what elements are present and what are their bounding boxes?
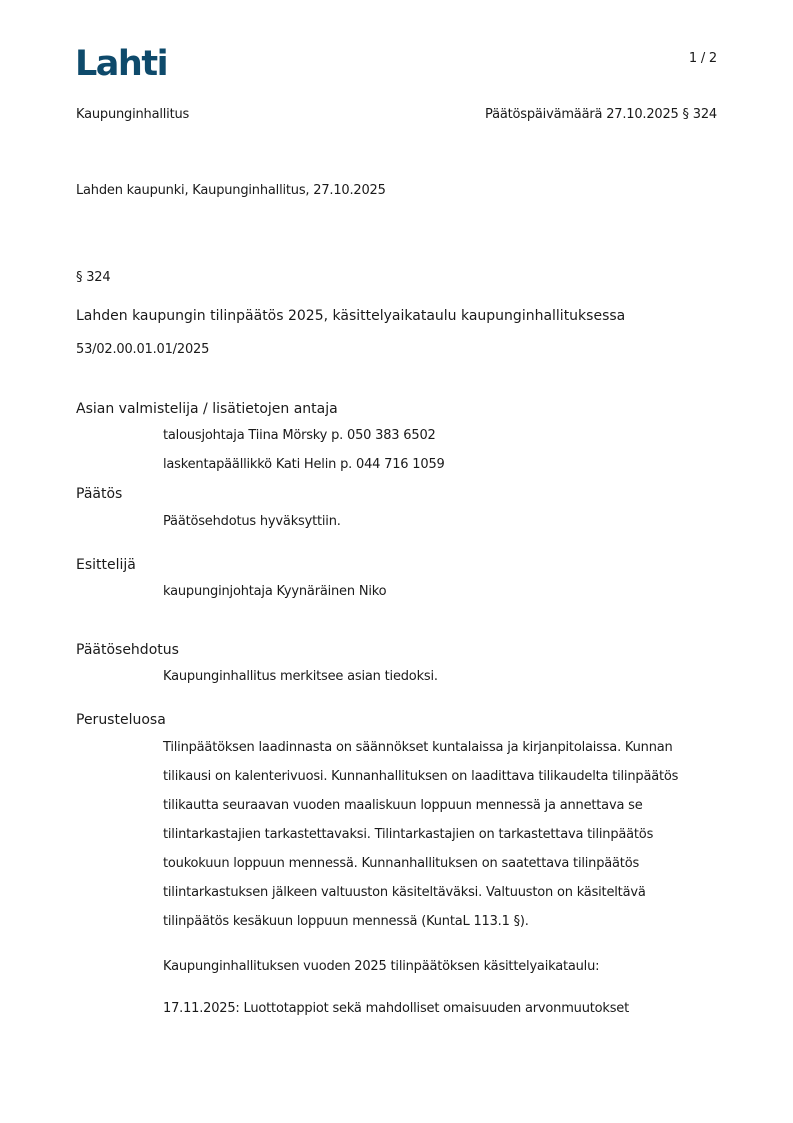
presenter-heading: Esittelijä xyxy=(76,557,136,573)
proposal-text: Kaupunginhallitus merkitsee asian tiedoksi. xyxy=(163,669,438,684)
page-number: 1 / 2 xyxy=(688,51,717,66)
body-name: Kaupunginhallitus xyxy=(76,107,190,122)
record-id: 53/02.00.01.01/2025 xyxy=(76,342,210,357)
presenter-text: kaupunginjohtaja Kyynäräinen Niko xyxy=(163,584,387,599)
section-title: Lahden kaupungin tilinpäätös 2025, käsittelyaikataulu kaupunginhallituksessa xyxy=(76,308,626,324)
rationale-line: tilintarkastajien tarkastettavaksi. Tilintarkastajien on tarkastettava tilinpäätös xyxy=(163,827,654,842)
preparer-line: laskentapäällikkö Kati Helin p. 044 716 1059 xyxy=(163,457,445,472)
rationale-line: tilinpäätös kesäkuun loppuun mennessä (KuntaL 113.1 §). xyxy=(163,914,529,929)
rationale-heading: Perusteluosa xyxy=(76,712,166,728)
rationale-line: tilikausi on kalenterivuosi. Kunnanhallituksen on laadittava tilikaudelta tilinpäätös xyxy=(163,769,679,784)
proposal-heading: Päätösehdotus xyxy=(76,642,179,658)
decision-date: Päätöspäivämäärä 27.10.2025 § 324 xyxy=(485,107,717,122)
rationale-line: tilintarkastuksen jälkeen valtuuston käsiteltäväksi. Valtuuston on käsiteltävä xyxy=(163,885,646,900)
lahti-logo: Lahti xyxy=(75,44,168,84)
rationale-line: Tilinpäätöksen laadinnasta on säännökset kuntalaissa ja kirjanpitolaissa. Kunnan xyxy=(163,740,673,755)
decision-heading: Päätös xyxy=(76,486,123,502)
rationale-line: tilikautta seuraavan vuoden maaliskuun loppuun mennessä ja annettava se xyxy=(163,798,643,813)
rationale-line: toukokuun loppuun mennessä. Kunnanhallituksen on saatettava tilinpäätös xyxy=(163,856,640,871)
decision-text: Päätösehdotus hyväksyttiin. xyxy=(163,514,341,529)
preparer-heading: Asian valmistelija / lisätietojen antaja xyxy=(76,401,338,417)
schedule-item: 17.11.2025: Luottotappiot sekä mahdolliset omaisuuden arvonmuutokset xyxy=(163,1001,629,1016)
meeting-line: Lahden kaupunki, Kaupunginhallitus, 27.10.2025 xyxy=(76,183,386,198)
section-number: § 324 xyxy=(76,270,111,285)
preparer-line: talousjohtaja Tiina Mörsky p. 050 383 6502 xyxy=(163,428,436,443)
schedule-intro: Kaupunginhallituksen vuoden 2025 tilinpäätöksen käsittelyaikataulu: xyxy=(163,959,600,974)
